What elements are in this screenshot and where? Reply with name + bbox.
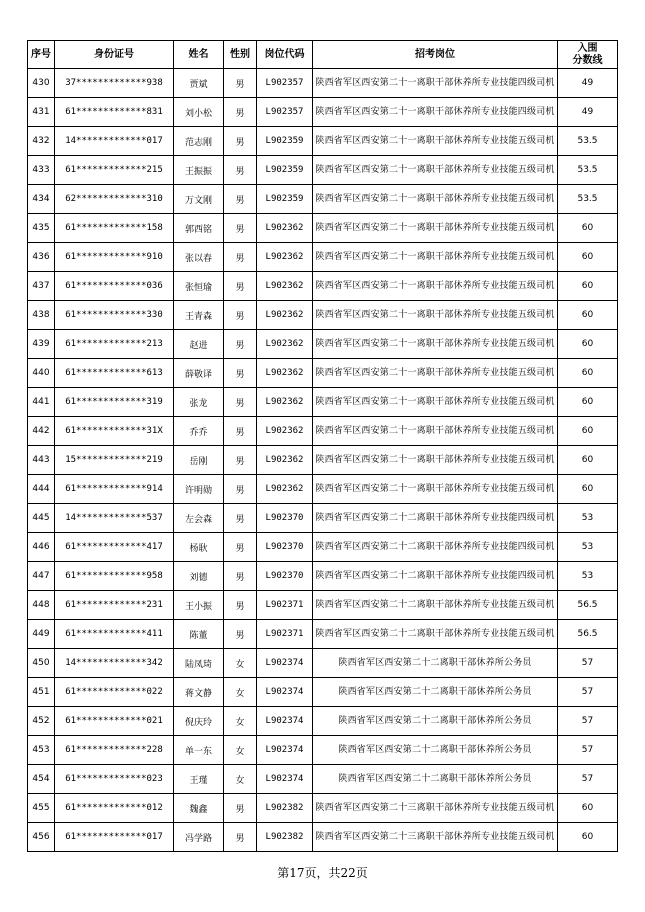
- table-row: [28, 301, 618, 330]
- table-row: [28, 446, 618, 475]
- cell-gender: 男: [224, 272, 257, 301]
- cell-position-code: L902374: [257, 765, 313, 794]
- table-row: [28, 765, 618, 794]
- cell-cutoff-score: 60: [558, 475, 618, 504]
- table-row: [28, 359, 618, 388]
- cell-cutoff-score: 60: [558, 446, 618, 475]
- cell-gender: 女: [224, 707, 257, 736]
- table-row: [28, 504, 618, 533]
- cell-position: 陕西省军区西安第二十三离职干部休养所专业技能五级司机: [313, 823, 558, 852]
- cell-seq: 455: [28, 794, 55, 823]
- table-row: [28, 417, 618, 446]
- header-position: 招考岗位: [313, 41, 558, 69]
- cell-cutoff-score: 57: [558, 765, 618, 794]
- cell-position-code: L902382: [257, 794, 313, 823]
- cell-name: 郭西铭: [174, 214, 224, 243]
- header-cutoff-line1: 入围: [577, 42, 598, 54]
- cell-position-code: L902362: [257, 301, 313, 330]
- cell-cutoff-score: 57: [558, 649, 618, 678]
- header-gender: 性别: [224, 41, 257, 69]
- table-body: [28, 69, 618, 852]
- cell-position: 陕西省军区西安第二十一离职干部休养所专业技能五级司机: [313, 301, 558, 330]
- cell-id-number: 61*************910: [55, 243, 174, 272]
- cell-id-number: 14*************537: [55, 504, 174, 533]
- cell-id-number: 61*************31X: [55, 417, 174, 446]
- cell-position: 陕西省军区西安第二十二离职干部休养所公务员: [313, 765, 558, 794]
- table-row: [28, 823, 618, 852]
- cell-seq: 438: [28, 301, 55, 330]
- cell-position-code: L902357: [257, 98, 313, 127]
- table-row: [28, 185, 618, 214]
- cell-cutoff-score: 60: [558, 359, 618, 388]
- cell-position: 陕西省军区西安第二十二离职干部休养所专业技能五级司机: [313, 591, 558, 620]
- table-row: [28, 330, 618, 359]
- table-row: [28, 794, 618, 823]
- cell-name: 范志刚: [174, 127, 224, 156]
- cell-cutoff-score: 57: [558, 736, 618, 765]
- cell-cutoff-score: 53: [558, 533, 618, 562]
- cell-name: 贾斌: [174, 69, 224, 98]
- cell-cutoff-score: 60: [558, 417, 618, 446]
- cell-name: 倪庆玲: [174, 707, 224, 736]
- cell-cutoff-score: 53.5: [558, 185, 618, 214]
- cell-id-number: 61*************958: [55, 562, 174, 591]
- cell-seq: 434: [28, 185, 55, 214]
- cell-name: 蒋文静: [174, 678, 224, 707]
- cell-position-code: L902359: [257, 156, 313, 185]
- cell-position-code: L902362: [257, 330, 313, 359]
- cell-position: 陕西省军区西安第二十二离职干部休养所公务员: [313, 649, 558, 678]
- cell-name: 左会森: [174, 504, 224, 533]
- cell-name: 薛敬译: [174, 359, 224, 388]
- cell-position-code: L902374: [257, 649, 313, 678]
- cell-name: 魏鑫: [174, 794, 224, 823]
- cell-id-number: 61*************417: [55, 533, 174, 562]
- cell-position-code: L902362: [257, 417, 313, 446]
- cell-seq: 442: [28, 417, 55, 446]
- cell-position: 陕西省军区西安第二十一离职干部休养所专业技能四级司机: [313, 69, 558, 98]
- cell-position-code: L902362: [257, 243, 313, 272]
- cell-position-code: L902362: [257, 388, 313, 417]
- cell-gender: 男: [224, 446, 257, 475]
- cell-gender: 男: [224, 301, 257, 330]
- table-row: [28, 127, 618, 156]
- cell-id-number: 61*************231: [55, 591, 174, 620]
- cell-cutoff-score: 53.5: [558, 156, 618, 185]
- cell-seq: 431: [28, 98, 55, 127]
- cell-seq: 433: [28, 156, 55, 185]
- cell-gender: 男: [224, 214, 257, 243]
- cell-cutoff-score: 56.5: [558, 620, 618, 649]
- cell-gender: 男: [224, 156, 257, 185]
- cell-name: 王青森: [174, 301, 224, 330]
- cell-position: 陕西省军区西安第二十二离职干部休养所专业技能四级司机: [313, 562, 558, 591]
- cell-position-code: L902362: [257, 214, 313, 243]
- table-row: [28, 475, 618, 504]
- cell-name: 陈董: [174, 620, 224, 649]
- cell-position: 陕西省军区西安第二十一离职干部休养所专业技能五级司机: [313, 388, 558, 417]
- header-row: [28, 41, 618, 69]
- cell-position: 陕西省军区西安第二十一离职干部休养所专业技能五级司机: [313, 446, 558, 475]
- cell-seq: 446: [28, 533, 55, 562]
- cell-seq: 448: [28, 591, 55, 620]
- cell-cutoff-score: 49: [558, 69, 618, 98]
- cell-seq: 451: [28, 678, 55, 707]
- table-row: [28, 736, 618, 765]
- cell-position: 陕西省军区西安第二十一离职干部休养所专业技能五级司机: [313, 185, 558, 214]
- cell-position: 陕西省军区西安第二十一离职干部休养所专业技能五级司机: [313, 127, 558, 156]
- cell-cutoff-score: 60: [558, 330, 618, 359]
- cell-gender: 男: [224, 388, 257, 417]
- cell-position-code: L902371: [257, 591, 313, 620]
- cell-position: 陕西省军区西安第二十二离职干部休养所专业技能五级司机: [313, 620, 558, 649]
- table-row: [28, 707, 618, 736]
- cell-gender: 女: [224, 736, 257, 765]
- cell-position: 陕西省军区西安第二十一离职干部休养所专业技能五级司机: [313, 417, 558, 446]
- cell-name: 刘小松: [174, 98, 224, 127]
- table-row: [28, 678, 618, 707]
- cell-cutoff-score: 53: [558, 562, 618, 591]
- cell-gender: 男: [224, 823, 257, 852]
- table-row: [28, 98, 618, 127]
- cell-position: 陕西省军区西安第二十二离职干部休养所公务员: [313, 736, 558, 765]
- cell-position-code: L902362: [257, 359, 313, 388]
- cell-gender: 男: [224, 591, 257, 620]
- cell-gender: 女: [224, 649, 257, 678]
- cell-id-number: 61*************012: [55, 794, 174, 823]
- table-row: [28, 649, 618, 678]
- cell-gender: 男: [224, 69, 257, 98]
- cell-position-code: L902359: [257, 185, 313, 214]
- cell-id-number: 61*************022: [55, 678, 174, 707]
- cell-position: 陕西省军区西安第二十二离职干部休养所专业技能四级司机: [313, 533, 558, 562]
- cell-gender: 男: [224, 794, 257, 823]
- candidate-table: [27, 40, 618, 852]
- cell-position: 陕西省军区西安第二十三离职干部休养所专业技能五级司机: [313, 794, 558, 823]
- cell-cutoff-score: 60: [558, 794, 618, 823]
- cell-name: 张龙: [174, 388, 224, 417]
- cell-position-code: L902362: [257, 272, 313, 301]
- cell-gender: 男: [224, 359, 257, 388]
- cell-gender: 男: [224, 533, 257, 562]
- cell-seq: 435: [28, 214, 55, 243]
- cell-name: 万文刚: [174, 185, 224, 214]
- cell-position-code: L902371: [257, 620, 313, 649]
- cell-seq: 441: [28, 388, 55, 417]
- cell-position: 陕西省军区西安第二十一离职干部休养所专业技能五级司机: [313, 156, 558, 185]
- page-footer: 第17页，共22页: [277, 866, 368, 880]
- cell-name: 陆凤琦: [174, 649, 224, 678]
- cell-seq: 447: [28, 562, 55, 591]
- cell-cutoff-score: 60: [558, 243, 618, 272]
- cell-id-number: 15*************219: [55, 446, 174, 475]
- table-row: [28, 620, 618, 649]
- cell-id-number: 61*************411: [55, 620, 174, 649]
- cell-seq: 454: [28, 765, 55, 794]
- cell-gender: 女: [224, 678, 257, 707]
- table-row: [28, 562, 618, 591]
- cell-id-number: 14*************342: [55, 649, 174, 678]
- cell-gender: 男: [224, 620, 257, 649]
- cell-id-number: 37*************938: [55, 69, 174, 98]
- cell-id-number: 61*************228: [55, 736, 174, 765]
- cell-id-number: 61*************021: [55, 707, 174, 736]
- cell-position: 陕西省军区西安第二十一离职干部休养所专业技能五级司机: [313, 475, 558, 504]
- cell-name: 许明勋: [174, 475, 224, 504]
- cell-id-number: 61*************023: [55, 765, 174, 794]
- cell-gender: 男: [224, 98, 257, 127]
- cell-position-code: L902374: [257, 736, 313, 765]
- cell-position: 陕西省军区西安第二十一离职干部休养所专业技能四级司机: [313, 98, 558, 127]
- cell-position-code: L902382: [257, 823, 313, 852]
- cell-gender: 男: [224, 417, 257, 446]
- cell-position: 陕西省军区西安第二十一离职干部休养所专业技能五级司机: [313, 243, 558, 272]
- table-row: [28, 156, 618, 185]
- cell-name: 王小振: [174, 591, 224, 620]
- cell-gender: 男: [224, 243, 257, 272]
- cell-position-code: L902370: [257, 504, 313, 533]
- cell-gender: 男: [224, 127, 257, 156]
- cell-seq: 436: [28, 243, 55, 272]
- cell-position: 陕西省军区西安第二十一离职干部休养所专业技能五级司机: [313, 330, 558, 359]
- cell-cutoff-score: 60: [558, 214, 618, 243]
- table-row: [28, 591, 618, 620]
- cell-id-number: 61*************330: [55, 301, 174, 330]
- cell-name: 王瑾: [174, 765, 224, 794]
- header-name: 姓名: [174, 41, 224, 69]
- cell-seq: 445: [28, 504, 55, 533]
- cell-seq: 440: [28, 359, 55, 388]
- cell-position: 陕西省军区西安第二十一离职干部休养所专业技能五级司机: [313, 272, 558, 301]
- table-row: [28, 214, 618, 243]
- cell-name: 冯学路: [174, 823, 224, 852]
- cell-gender: 男: [224, 475, 257, 504]
- cell-seq: 456: [28, 823, 55, 852]
- cell-seq: 432: [28, 127, 55, 156]
- cell-position-code: L902359: [257, 127, 313, 156]
- cell-id-number: 61*************319: [55, 388, 174, 417]
- cell-cutoff-score: 60: [558, 823, 618, 852]
- cell-seq: 437: [28, 272, 55, 301]
- cell-position-code: L902374: [257, 678, 313, 707]
- cell-position: 陕西省军区西安第二十二离职干部休养所公务员: [313, 707, 558, 736]
- cell-cutoff-score: 53.5: [558, 127, 618, 156]
- cell-position-code: L902370: [257, 562, 313, 591]
- cell-gender: 男: [224, 330, 257, 359]
- cell-id-number: 61*************158: [55, 214, 174, 243]
- cell-position: 陕西省军区西安第二十一离职干部休养所专业技能五级司机: [313, 214, 558, 243]
- cell-seq: 444: [28, 475, 55, 504]
- cell-name: 单一东: [174, 736, 224, 765]
- cell-name: 岳刚: [174, 446, 224, 475]
- cell-seq: 452: [28, 707, 55, 736]
- cell-position-code: L902357: [257, 69, 313, 98]
- cell-name: 乔乔: [174, 417, 224, 446]
- cell-cutoff-score: 60: [558, 301, 618, 330]
- cell-id-number: 61*************213: [55, 330, 174, 359]
- cell-gender: 女: [224, 765, 257, 794]
- cell-id-number: 61*************036: [55, 272, 174, 301]
- cell-seq: 453: [28, 736, 55, 765]
- cell-gender: 男: [224, 504, 257, 533]
- cell-position-code: L902370: [257, 533, 313, 562]
- cell-position: 陕西省军区西安第二十二离职干部休养所公务员: [313, 678, 558, 707]
- cell-cutoff-score: 53: [558, 504, 618, 533]
- table-row: [28, 69, 618, 98]
- cell-id-number: 14*************017: [55, 127, 174, 156]
- cell-position-code: L902362: [257, 446, 313, 475]
- cell-seq: 439: [28, 330, 55, 359]
- cell-position: 陕西省军区西安第二十一离职干部休养所专业技能五级司机: [313, 359, 558, 388]
- table-row: [28, 272, 618, 301]
- cell-id-number: 61*************914: [55, 475, 174, 504]
- cell-position-code: L902362: [257, 475, 313, 504]
- cell-cutoff-score: 57: [558, 707, 618, 736]
- cell-position: 陕西省军区西安第二十二离职干部休养所专业技能四级司机: [313, 504, 558, 533]
- cell-name: 刘德: [174, 562, 224, 591]
- cell-id-number: 61*************017: [55, 823, 174, 852]
- cell-id-number: 61*************831: [55, 98, 174, 127]
- cell-cutoff-score: 49: [558, 98, 618, 127]
- cell-name: 张恒瑜: [174, 272, 224, 301]
- header-seq: 序号: [28, 41, 55, 69]
- cell-seq: 450: [28, 649, 55, 678]
- cell-name: 张以春: [174, 243, 224, 272]
- cell-seq: 443: [28, 446, 55, 475]
- header-id-number: 身份证号: [55, 41, 174, 69]
- cell-name: 王振振: [174, 156, 224, 185]
- cell-cutoff-score: 56.5: [558, 591, 618, 620]
- cell-seq: 430: [28, 69, 55, 98]
- cell-name: 杨耿: [174, 533, 224, 562]
- cell-id-number: 61*************613: [55, 359, 174, 388]
- cell-gender: 男: [224, 185, 257, 214]
- cell-cutoff-score: 57: [558, 678, 618, 707]
- cell-name: 赵进: [174, 330, 224, 359]
- cell-position-code: L902374: [257, 707, 313, 736]
- header-cutoff-line2: 分数线: [572, 54, 603, 66]
- table-row: [28, 388, 618, 417]
- cell-seq: 449: [28, 620, 55, 649]
- cell-cutoff-score: 60: [558, 272, 618, 301]
- table-row: [28, 243, 618, 272]
- header-position-code: 岗位代码: [257, 41, 313, 69]
- header-cutoff-score: [558, 41, 618, 69]
- cell-gender: 男: [224, 562, 257, 591]
- cell-id-number: 61*************215: [55, 156, 174, 185]
- cell-id-number: 62*************310: [55, 185, 174, 214]
- cell-cutoff-score: 60: [558, 388, 618, 417]
- table-row: [28, 533, 618, 562]
